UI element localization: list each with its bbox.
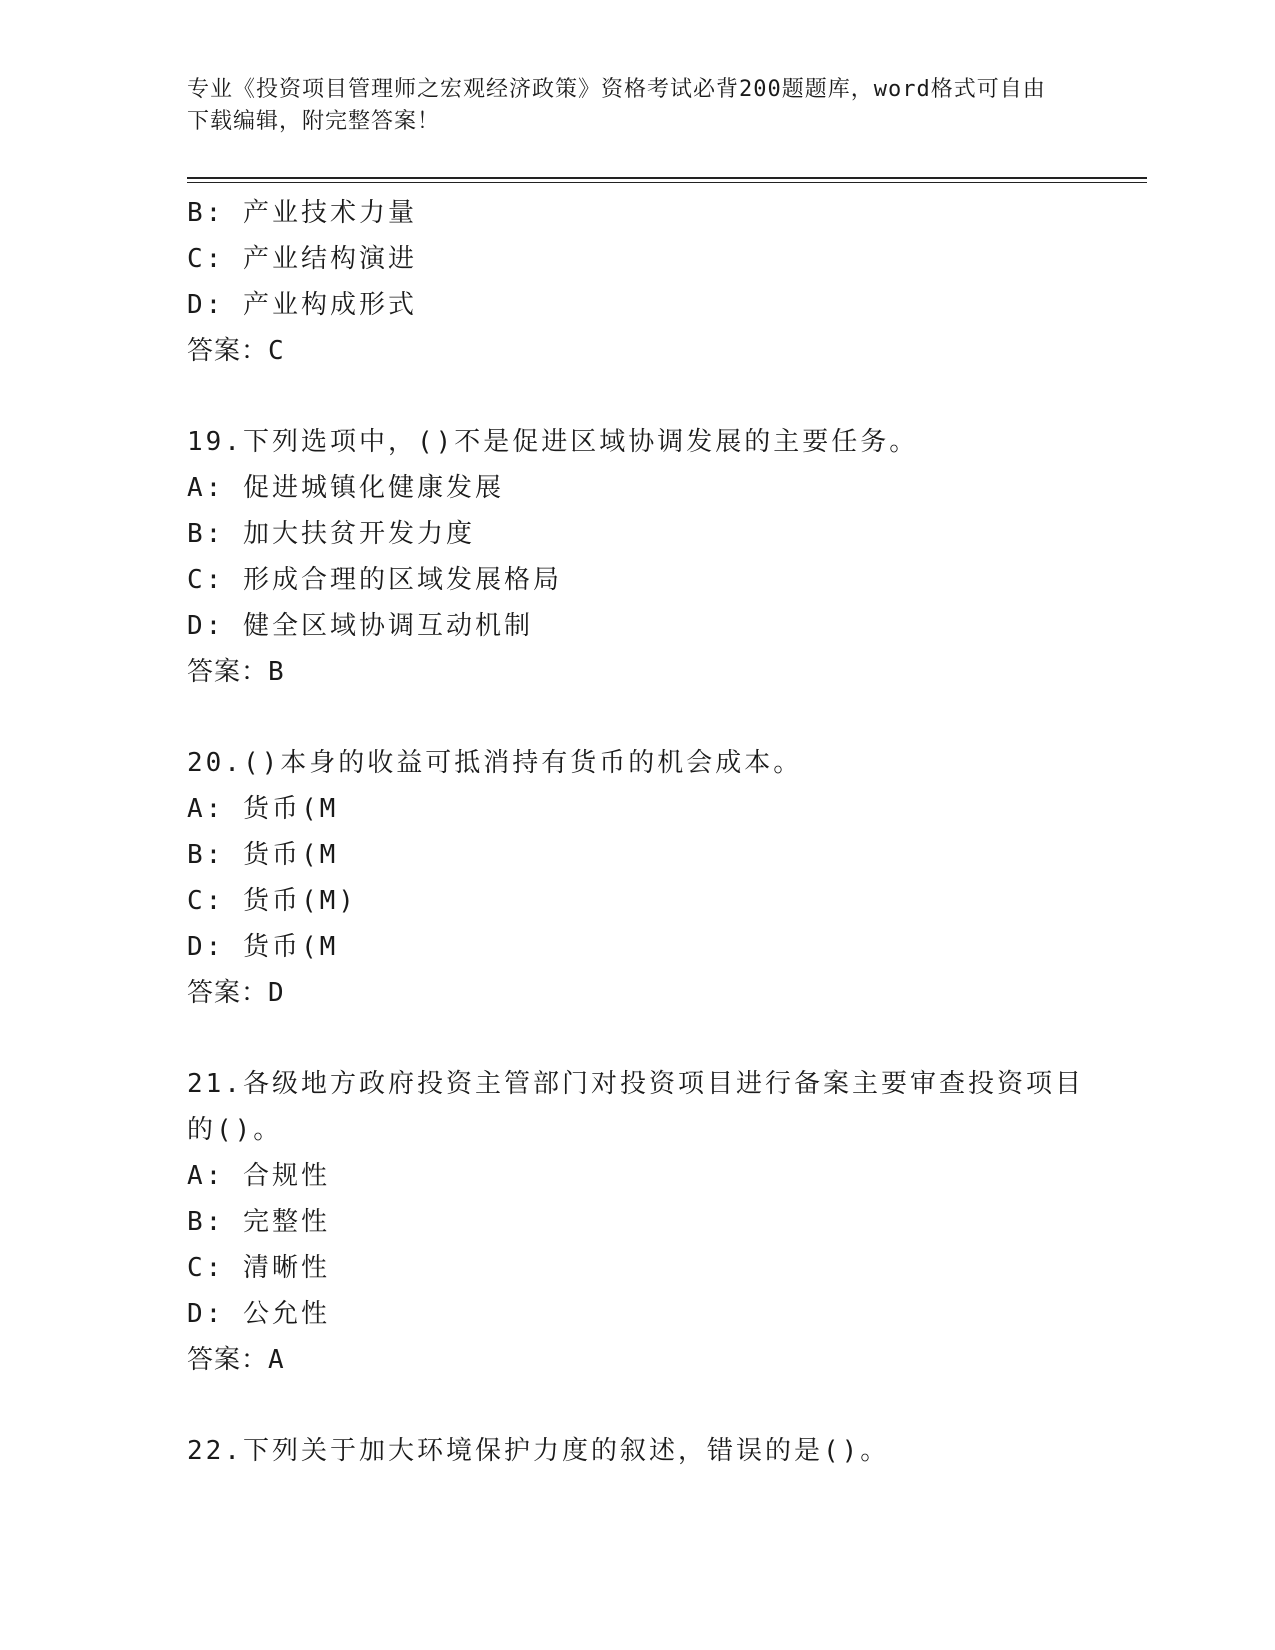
question-text: 20.()本身的收益可抵消持有货币的机会成本。 [187, 748, 803, 778]
answer-line: 答案：B [187, 657, 285, 687]
option-b: B: 完整性 [187, 1207, 330, 1237]
document-header: 专业《投资项目管理师之宏观经济政策》资格考试必背200题题库，word格式可自由下载编辑，附完整答案！ [187, 77, 1046, 134]
option-b: B: 货币(M [187, 840, 339, 870]
question-list [187, 190, 1147, 1474]
answer-line: 答案：A [187, 1345, 285, 1375]
header-divider-thin [187, 182, 1147, 183]
option-d: D: 健全区域协调互动机制 [187, 611, 533, 641]
answer-line: 答案：C [187, 336, 285, 366]
question-block [187, 419, 1147, 695]
question-block-continued [187, 190, 1147, 374]
option-d: D: 公允性 [187, 1299, 330, 1329]
option-c: C: 产业结构演进 [187, 244, 417, 274]
option-a: A: 货币(M [187, 794, 339, 824]
option-d: D: 货币(M [187, 932, 339, 962]
header-divider-thick [187, 177, 1147, 179]
option-d: D: 产业构成形式 [187, 290, 417, 320]
question-block [187, 1428, 1147, 1474]
option-a: A: 促进城镇化健康发展 [187, 473, 504, 503]
option-b: B: 加大扶贫开发力度 [187, 519, 475, 549]
option-a: A: 合规性 [187, 1161, 330, 1191]
question-text: 22.下列关于加大环境保护力度的叙述，错误的是()。 [187, 1436, 890, 1466]
question-block [187, 1061, 1147, 1383]
answer-line: 答案：D [187, 978, 285, 1008]
option-c: C: 形成合理的区域发展格局 [187, 565, 562, 595]
option-c: C: 清晰性 [187, 1253, 330, 1283]
question-text: 19.下列选项中，()不是促进区域协调发展的主要任务。 [187, 427, 919, 457]
option-c: C: 货币(M) [187, 886, 357, 916]
question-block [187, 740, 1147, 1016]
option-b: B: 产业技术力量 [187, 198, 417, 228]
question-text: 21.各级地方政府投资主管部门对投资项目进行备案主要审查投资项目的()。 [187, 1069, 1084, 1145]
